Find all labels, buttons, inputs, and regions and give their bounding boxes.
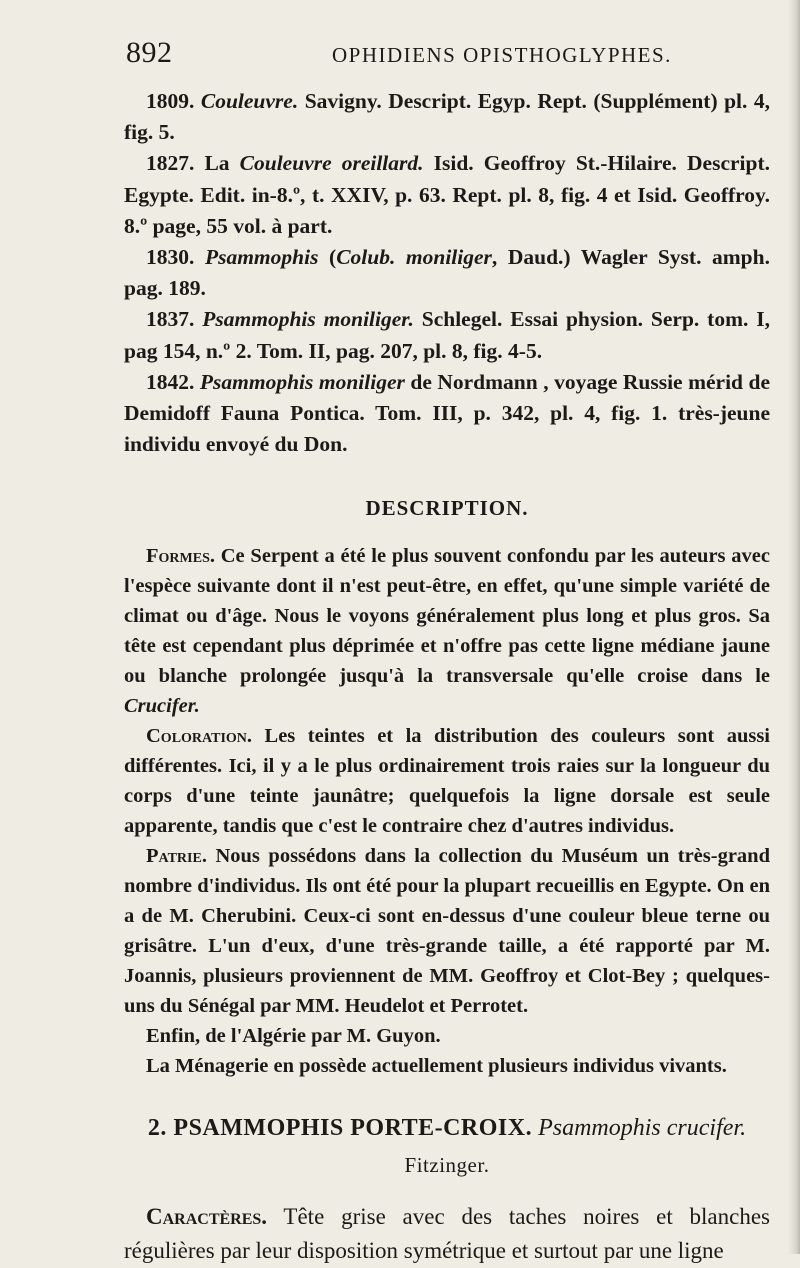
- coloration-text: Les teintes et la distribution des couleurs sont aussi différentes. Ici, il y a le plus ordinairement trois raies sur la longueur du corps d'une teinte jaunâtre; quelquefois la ligne dorsale est seule apparente, tandis que c'est le contraire chez d'autres individus.: [124, 725, 770, 838]
- bib-name: Psammophis moniliger: [199, 369, 405, 394]
- bib-rest: de Nordmann , voyage Russie mérid de Demidoff Fauna Pontica. Tom. III, p. 342, pl. 4, fig. 1. très-jeune individu envoyé du Don.: [124, 369, 770, 457]
- section-label-patrie: Patrie.: [146, 845, 207, 868]
- patrie-text: Nous possédons dans la collection du Muséum un très-grand nombre d'individus. Ils ont été pour la plupart recueillis en Egypte. On en a de M. Cherubini. Ceux-ci sont en-dessus d'une couleur bleue terne ou grisâtre. L'un d'eux, d'une très-grande taille, a été rapporté par M. Joannis, plusieurs proviennent de MM. Geoffroy et Clot-Bey ; quelques-uns du Sénégal par MM. Heudelot et Perrotet.: [124, 845, 770, 1018]
- bib-entry-1809: [124, 86, 770, 148]
- species-author: Fitzinger.: [404, 1153, 490, 1178]
- running-title: OPHIDIENS OPISTHOGLYPHES.: [332, 43, 672, 67]
- bib-year: 1837.: [146, 307, 195, 332]
- bib-year: 1830.: [146, 245, 195, 270]
- page-number: 892: [126, 36, 173, 69]
- bib-year: 1809.: [146, 89, 195, 113]
- bib-entry-1837: [124, 304, 770, 366]
- caracteres-text: Tête grise avec des taches noires et blanches régulières par leur disposition symétrique et surtout par une ligne: [124, 1204, 770, 1264]
- bib-rest: Isid. Geoffroy St.-Hilaire. Descript. Egypte. Edit. in-8.º, t. XXIV, p. 63. Rept. pl. 8, fig. 4 et Isid. Geoffroy. 8.º page, 55 vol. à part.: [124, 151, 771, 238]
- bib-name: Psammophis moniliger.: [202, 307, 414, 332]
- section-label-coloration: Coloration.: [146, 725, 253, 748]
- bib-entry-1830: [124, 242, 770, 304]
- bib-rest: , Daud.) Wagler Syst. amph. pag. 189.: [124, 245, 770, 301]
- bib-year: 1842.: [146, 369, 195, 394]
- bib-name: Couleuvre oreillard.: [239, 151, 424, 176]
- paragraph-menagerie: La Ménagerie en possède actuellement plusieurs individus vivants.: [146, 1055, 727, 1078]
- paragraph-formes: [124, 541, 770, 721]
- description-body: [124, 541, 770, 1081]
- paragraph-caracteres: [124, 1200, 770, 1268]
- section-label-caracteres: Caractères.: [146, 1204, 268, 1230]
- page-header: [126, 36, 766, 76]
- bibliography: [124, 86, 770, 460]
- bib-year: 1827.: [146, 151, 195, 176]
- species-latin: Psammophis crucifer.: [538, 1115, 747, 1142]
- bib-rest: Savigny. Descript. Egyp. Rept. (Supplément) pl. 4, fig. 5.: [124, 89, 771, 145]
- species-heading: [124, 1111, 770, 1145]
- section-label-formes: Formes.: [146, 545, 215, 568]
- paragraph-algerie: Enfin, de l'Algérie par M. Guyon.: [146, 1025, 441, 1048]
- paragraph-patrie: [124, 841, 770, 1021]
- bib-name-2: Colub. moniliger: [336, 245, 492, 270]
- formes-italic: Crucifer.: [124, 695, 200, 718]
- bib-name: Couleuvre.: [200, 89, 299, 113]
- bib-entry-1842: [124, 367, 770, 461]
- bib-rest: Schlegel. Essai physion. Serp. tom. I, pag 154, n.º 2. Tom. II, pag. 207, pl. 8, fig. 4-5.: [124, 307, 771, 363]
- formes-text: Ce Serpent a été le plus souvent confondu par les auteurs avec l'espèce suivante dont il n'est peut-être, en effet, qu'une simple variété de climat ou d'âge. Nous le voyons généralement plus long et plus gros. Sa tête est cependant plus déprimée et n'offre pas cette ligne médiane jaune ou blanche prolongée jusqu'à la transversale qu'elle croise dans le: [124, 545, 770, 688]
- bib-paren: (: [318, 245, 337, 270]
- paragraph-coloration: [124, 721, 770, 841]
- species-title: 2. PSAMMOPHIS PORTE-CROIX.: [147, 1115, 533, 1142]
- bib-entry-1827: [124, 148, 770, 242]
- bib-pre: La: [194, 151, 240, 176]
- bib-name: Psammophis: [204, 245, 319, 270]
- description-heading: DESCRIPTION.: [365, 496, 529, 521]
- page-text: [124, 86, 770, 1268]
